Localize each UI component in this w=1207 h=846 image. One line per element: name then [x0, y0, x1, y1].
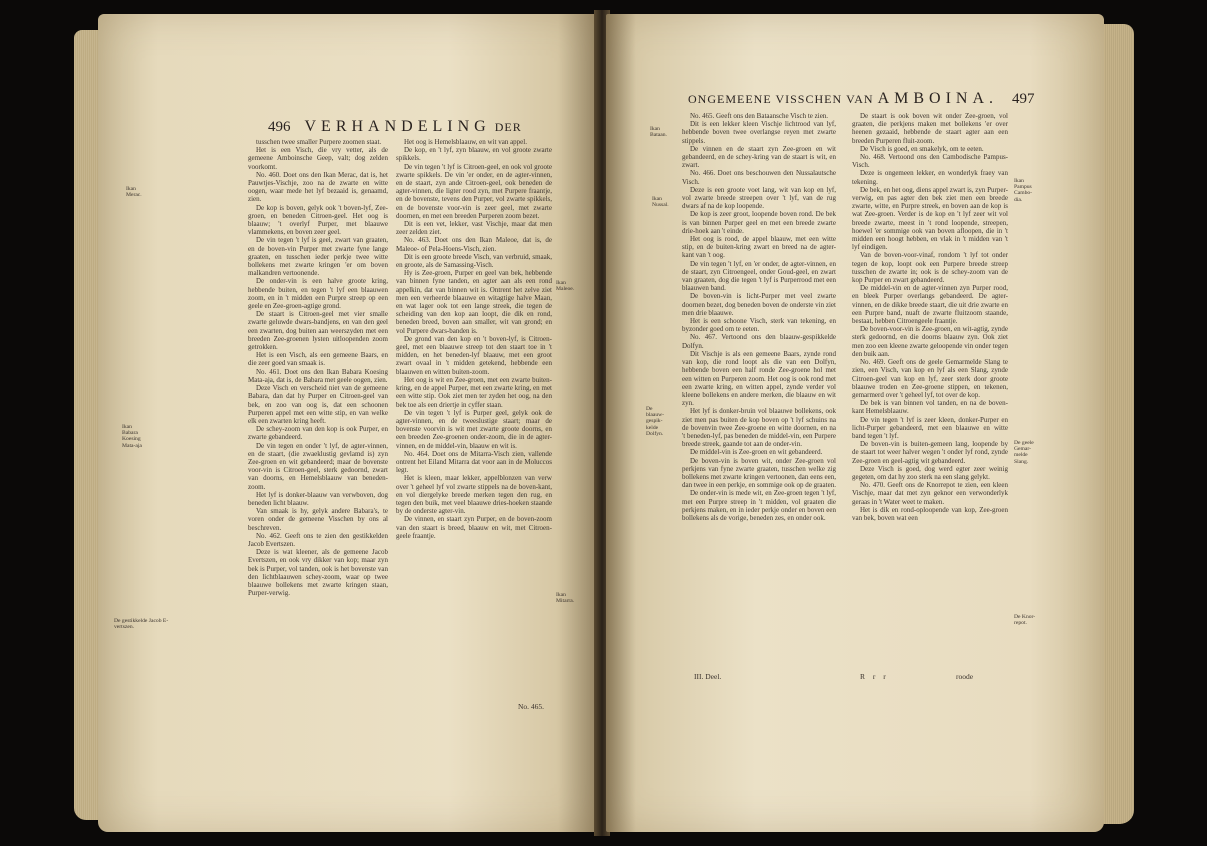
paragraph: No. 461. Doet ons den Ikan Babara Koesing Mata-aja, dat is, de Babara met geele oogen, zien. [248, 367, 388, 384]
right-column-1 [682, 112, 836, 522]
paragraph: Dit is een lekker kleen Vischje lichtrood van lyf, hebbende boven twee overlangse reyen met zwarte stippels. [682, 120, 836, 145]
paragraph: De kop is boven, gelyk ook 't boven-lyf, Zee-groen, en beneden Citroen-geel. Het oog is blaauw; 't overlyf Purper, met blaauwe vlammekens, en boven zeer geel. [248, 203, 388, 237]
paragraph: De grond van den kop en 't boven-lyf, is Citroen-geel, met een blaauwe streep tot den staart toe in 't midden, en het beneden-lyf blaauw, met een groot zwart ovaal in 't midden getekend, hebbende een blaauwen en witten buiten-zoom. [396, 334, 552, 376]
paragraph: No. 465. Geeft ons den Bataansche Visch te zien. [690, 112, 829, 120]
paragraph: Van de boven-voor-vinaf, rondom 't lyf tot onder tegen de kop, loopt ook een Purpere breede streep tusschen de zwarte in; ook is de schey-zoom van de kop Purper en zwart gebandeerd. [852, 251, 1008, 285]
paragraph: Het is een schoone Visch, sterk van tekening, en byzonder goed om te eeten. [682, 317, 836, 334]
paragraph: Het oog is rood, de appel blaauw, met een witte stip, en de buiten-kring zwart en breed na de agter-kant van 't oog. [682, 235, 836, 260]
paragraph: tusschen twee smaller Purpere zoomen staat. [256, 138, 382, 146]
paragraph: De schey-zoom van den kop is ook Purper, en zwarte gebandeerd. [248, 425, 388, 442]
paragraph: No. 466. Doet ons beschouwen den Nussalautsche Visch. [682, 169, 836, 186]
paragraph: De vin tegen 't lyf is geel, zwart van graaten, en de boven-vin Purper met zwarte fyne lange graaten, en tusschen ieder perkje twee witte bollekens met zwarte kringen 'er om boven malkandren vertoonende. [248, 236, 388, 278]
margin-note-knorrepot: De Knor- repot. [1014, 614, 1036, 627]
right-page-number: 497 [1012, 91, 1035, 107]
paragraph: De middel-vin is Zee-groen en wit gebandeerd. [690, 448, 823, 457]
right-column-2 [852, 112, 1008, 522]
paragraph: De middel-vin en de agter-vinnen zyn Purper rood, en bleek Purper overlangs gebandeerd. De agter-vinnen, en de dikke breede staart, die uit drie zwarte en een Purpre band, nuaft de zwarte fluitzoom staande, bestaat, hebben Citroengeele fraantje. [852, 284, 1008, 326]
paragraph: De boven-voor-vin is Zee-groen, en wit-agtig, zynde sterk gedoornd, en die doorns blaauw zyn. Ook ziet men zoo een kleene zwarte geloopende vin onder tegen den buik aan. [852, 325, 1008, 358]
margin-note-jacob-evertszen: De gestikkelde Jacob E- vertszen. [114, 618, 169, 631]
paragraph: De boven-vin is licht-Purper met veel zwarte doornen bezet, dog beneden boven de onderste vin ziet men drie blaauwe. [682, 292, 836, 317]
left-column-2 [396, 138, 552, 540]
paragraph: De boven-vin is boven wit, onder Zee-groen vol perkjens van fyne zwarte graaten, tusschen welke zig bollekens met zwarte kringen vertoonen, dan eens een, dan twee in een perkje, en sommige ook op de graaten. [682, 456, 836, 490]
right-running-head [688, 90, 1035, 108]
paragraph: Het oog is Hemelsblaauw, en wit van appel. [404, 138, 527, 146]
paragraph: De staart is Citroen-geel met vier smalle zwarte geluwde dwars-bandjens, en van den geel een zwarten, dog buiten aan weerszyden met een breeden Zee-groenen lysten uitloopenden zoom getrokken. [248, 310, 388, 352]
footer-volume: III. Deel. [694, 672, 722, 681]
left-catchword: No. 465. [518, 702, 545, 711]
margin-note-ikan-babara: Ikan Babara Koesing Mata-aja [122, 424, 142, 449]
right-header-small: VAN [846, 92, 874, 106]
paragraph: Het is kleen, maar lekker, appelblonzen van verw over 't geheel lyf vol zwarte stippels na de boven-kant, en vol diergelyke breede merken tegen den rug, en tegen den buik, met veel blaauwe dries-hoeken staande by de onderste agter-vin. [396, 474, 552, 516]
footer-signature: R r r [860, 672, 889, 681]
right-page [606, 14, 1104, 832]
paragraph: Deze is een groote voet lang, wit van kop en lyf, vol zwarte breede streepen over 't lyf, van de rug dwars af na de kop loopende. [682, 185, 836, 211]
paragraph: De vin tegen 't lyf, en 'er onder, de agter-vinnen, en de staart, zyn Citroengeel, onder Goud-geel, en zwart van graaten, dog die tegen 't lyf is Purperrood met een blaauwen band. [682, 259, 836, 293]
margin-note-ikan-merac: Ikan Merac. [126, 186, 142, 199]
paragraph: De Visch is goed, en smakelyk, om te eeten. [860, 144, 984, 153]
paragraph: No. 469. Geeft ons de geele Gemarmelde Slang te zien, een Visch, van kop en lyf als een Slang, zynde Citroen-geel van kop en lyf, zeer sterk door groote blaauwe troden en Zee-groene stippen, en tekenen, gemarmerd over 't geheel lyf, tot over de kop. [852, 358, 1008, 399]
paragraph: No. 464. Doet ons de Mitarra-Visch zien, vallende ontrent het Eiland Mitarra dat voor aan in de Moluccos legt. [396, 449, 552, 475]
margin-note-ikan-mitarra: Ikan Mitarra. [556, 592, 575, 605]
paragraph: Het lyf is donker-bruin vol blaauwe bollekens, ook ziet men pas buiten de kop boven op 't lyf schuins na de bovenvin twee Zee-groene en witte doornen, en na 't beneden-lyf, pas beneden de middel-vin, een Purpere breede streek, gaande tot aan de onder-vin. [682, 407, 836, 449]
left-column-1 [248, 138, 388, 597]
margin-note-pampus: Ikan Pampus Cambo- dia. [1014, 178, 1033, 203]
left-page [98, 14, 598, 832]
paragraph: Deze is ongemeen lekker, en wonderlyk fraey van tekening. [852, 169, 1008, 186]
paragraph: De vinnen en de staart zyn Zee-groen en wit gebandeerd, en de schey-kring van de staart is wit, en zwart. [682, 144, 836, 170]
paragraph: De vin tegen 't lyf is zeer kleen, donker-Purper en licht-Purper gebandeerd, met een blaauwe en witte band tegen 't lyf. [852, 415, 1008, 440]
paragraph: De onder-vin is een halve groote kring, hebbende buiten, en tegen 't lyf een blaauwen zoom, en in 't midden een Purpre streep op een geele en Zee-groen-agtige grond. [248, 277, 388, 311]
paragraph: Deze is wat kleener, als de gemeene Jacob Evertszen, en ook vry dikker van kop; maar zyn bek is Purper, vol tanden, ook is het bovenste van den lichtblaauwen schey-zoom, waar op twee blaauwe bollekens met zwarte kringen staan, Purper-verwig. [248, 548, 388, 598]
paragraph: Deze Visch en verscheid niet van de gemeene Babara, dan dat hy Purper en Citroen-geel van bek, en zoo van oog is, dat een schoonen Purperen appel met een witte stip, en van welke elk een zwarten kring heeft. [248, 384, 388, 425]
paragraph: De vin tegen 't lyf is Citroen-geel, en ook vol groote zwarte spikkels. De vin 'er onder, en de agter-vinnen, en de staart, zyn ande Citroen-geel, ook beneden de agter-vinnen, die ligter rood zyn, met Purpere fraantje, en de bovenste, tevens den Purper, vol zwarte spikkels, en de bovenste voor-vin is zeer geel, met zwarte doornen, en met een breeden Purperen zoom bezet. [396, 162, 552, 220]
paragraph: Dit Vischje is als een gemeene Baars, zynde rond van kop, die rond loopt als die van een Dolfyn, hebbende boven een half ronde Zee-groene hol met een witten en Purperen zoom. Het oog is ook rond met een zwarte kring, en witten appel, zynde verder vol kleene bollekens en andere merken, die blaauw en wit zyn. [682, 349, 836, 408]
right-header-title: ONGEMEENE VISSCHEN [688, 92, 843, 106]
paragraph: Het is een Visch, als een gemeene Baars, en die zeer goed van smaak is. [248, 351, 388, 368]
margin-note-ikan-bataan: Ikan Bataan. [650, 126, 667, 139]
paragraph: Hy is Zee-groen, Purper en geel van bek, hebbende van binnen fyne tanden, en agter aan als een rond appelkin, dat van binnen wit is. Ontrent het zelve ziet men een verheerde blaauwe en witagtige halve Maan, en wat lager ook tot een lange streek, die tegen de scheiding van den kop aan loopt, die dik en rond, beneden breed, boven aan smaller, wit van grond; en vol Purpere dwars-banden is. [396, 269, 552, 335]
margin-note-slang: De geele Gemar- melde Slang. [1014, 440, 1034, 465]
right-catchword: roode [956, 672, 974, 681]
paragraph: No. 460. Doet ons den Ikan Merac, dat is, het Pauwtjes-Vischje, zoo na de zwarte en witte oogen, waar mede het lyf bezaaid is, genaamd, zien. [248, 170, 388, 204]
margin-note-ikan-nussal: Ikan Nussal. [652, 196, 669, 209]
paragraph: No. 463. Doet ons den Ikan Maleoe, dat is, de Maleoe- of Pela-Hoens-Visch, zien. [396, 236, 552, 253]
paragraph: De onder-vin is mede wit, en Zee-groen tegen 't lyf, met een Purpre streep in 't midden, vol graaten die perkjens maken, en in ieder perkje onder en boven een bollekens als de vorige, beneden zes, en onder ook. [682, 489, 836, 522]
paragraph: No. 462. Geeft ons te zien den gestikkelden Jacob Evertszen. [248, 531, 388, 548]
paragraph: Het is dik en rond-oploopende van kop, Zee-groen van bek, boven wat een [852, 505, 1008, 522]
margin-note-ikan-maleoe: Ikan Maleoe. [556, 280, 575, 293]
right-page-edges [1100, 24, 1134, 824]
paragraph: No. 467. Vertoond ons den blaauw-gespikkelde Dolfyn. [682, 333, 836, 350]
paragraph: Het oog is wit en Zee-groen, met een zwarte buiten-kring, en de appel Purper, met een zwarte kring, en met een witte stip. Ook ziet men ter zyden het oog, na den bek toe als een driertje in cyffer staan. [396, 375, 552, 409]
paragraph: De bek is van binnen vol tanden, en na de boven-kant Hemelsblaauw. [852, 399, 1008, 416]
paragraph: Het lyf is donker-blaauw van verwboven, dog beneden licht blaauw. [248, 490, 388, 507]
paragraph: De bek, en het oog, diens appel zwart is, zyn Purper-verwig, en pas agter den bek ziet men een breede zwarte, witte, en Purpre streek, en boven aan de kop is wat Zee-groen. Verder is de kop en 't lyf zeer wit vol breede zwarte, meest in 't rond loopende, streepen, hoewel 'er sommige ook van boven afloopen, die in 't midden een hoogt hebben, en vlak in 't midden van 't lyf eindigen. [852, 185, 1008, 252]
paragraph: No. 470. Geeft ons de Knorrepot te zien, een kleen Vischje, maar dat met zyn geknor een verwonderlyk geraas in 't Water weet te maken. [852, 481, 1008, 506]
right-header-title-2: AMBOINA. [877, 90, 999, 107]
paragraph: Dit is een vet, lekker, vast Vischje, maar dat men zeer zelden ziet. [396, 220, 552, 237]
left-header-small: DER [494, 120, 522, 134]
paragraph: No. 468. Vertoond ons den Cambodische Pampus-Visch. [852, 153, 1008, 170]
paragraph: De boven-vin is buiten-gemeen lang, loopende by de staart tot weer halver wegen 't onder lyf rond, zynde Zee-groen en geel-agtig wit gebandeerd. [852, 440, 1008, 465]
paragraph: De staart is ook boven wit onder Zee-groen, vol graaten, die perkjens maken met bollekens 'er over heenen gezaaid, hebbende de staart agter aan een breeden Purperen fluit-zoom. [852, 112, 1008, 145]
paragraph: De vin tegen en onder 't lyf, de agter-vinnen, en de staart, (die zwaeklustig gevlamd is) zyn Zee-groen en wit gebandeerd; maar de bovenste voor-vin is Citroen-geel, sterk gedoornd, zwart van doorns, en Hemelsblaauw van beneden-zoom. [248, 441, 388, 491]
paragraph: Deze Visch is goed, dog werd egter zeer weinig gegeten, om dat hy zoo sterk na een slang gelykt. [852, 464, 1008, 481]
left-header-title: VERHANDELING [304, 118, 491, 135]
paragraph: Dit is een groote breede Visch, van verbruid, smaak, en groote, als de Samassing-Visch. [396, 252, 552, 270]
left-page-number: 496 [268, 119, 291, 135]
paragraph: De kop is zeer groot, loopende boven rond. De bek is van binnen Purper geel en met een breede zwarte drie-hoek aan 't einde. [682, 210, 836, 235]
paragraph: Het is een Visch, die vry vetter, als de gemeene Amboinsche Geep, valt; dog zelden voorkomt. [248, 146, 388, 171]
margin-note-dolfyn: De blaauw- gespik- kelde Dolfyn. [646, 406, 665, 437]
paragraph: De vinnen, en staart zyn Purper, en de boven-zoom van den staart is breed, blaauw en wit, met Citroen-geele fraantje. [396, 515, 552, 540]
paragraph: De vin tegen 't lyf is Purper geel, gelyk ook de agter-vinnen, en de tweeslustige staart; maar de bovenste voorvin is wit met zwarte groote doorns, en een breeden Zee-groenen onder-zoom, die in de agter-vinnen, en de middel-vin, blaauw en wit is. [396, 408, 552, 450]
paragraph: De kop, en 't lyf, zyn blaauw, en vol groote zwarte spikkels. [396, 146, 552, 163]
left-running-head [268, 118, 522, 136]
paragraph: Van smaak is hy, gelyk andere Babara's, te voren onder de gemeene Visschen by ons al beschreven. [248, 507, 388, 532]
